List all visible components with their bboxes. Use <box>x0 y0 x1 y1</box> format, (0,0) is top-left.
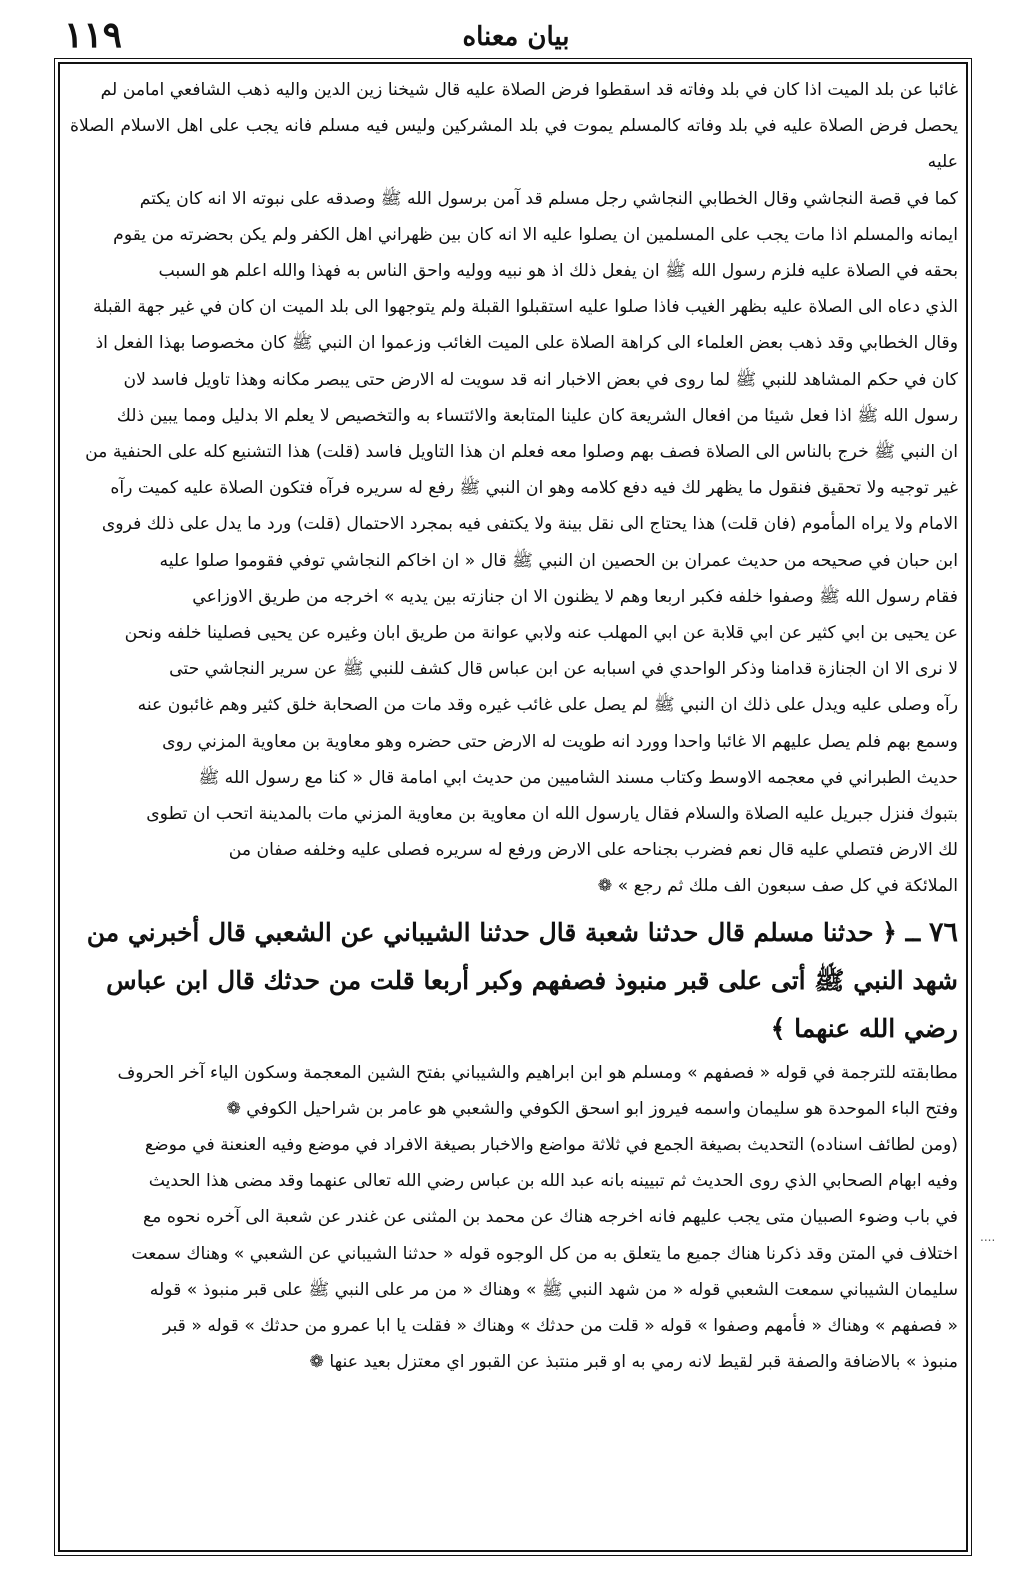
text-line: غائبا عن بلد الميت اذا كان في بلد وفاته قد اسقطوا فرض الصلاة عليه قال شيخنا زين الدين واليه ذهب الشافعي امامن لم <box>100 80 958 100</box>
text-line: الامام ولا يراه المأموم (فان قلت) هذا يحتاج الى نقل بينة ولا يكتفى فيه بمجرد الاحتمال (قلت) ورد ما يدل على ذلك فروى <box>101 514 958 535</box>
running-head: بيان معناه <box>462 22 570 52</box>
text-line: بتبوك فنزل جبريل عليه الصلاة والسلام فقال يارسول الله ان معاوية بن معاوية المزني مات بالمدينة اتحب ان تطوى <box>146 804 958 825</box>
commentary-section-2 <box>70 1055 958 1381</box>
hadith-line: شهد النبي ﷺ أتى على قبر منبوذ فصفهم وكبر أربعا قلت من حدثك قال ابن عباس <box>106 965 958 995</box>
page-header <box>52 8 980 60</box>
hadith-line <box>70 909 958 957</box>
text-line: عن يحيى بن ابي كثير عن ابي قلابة عن ابي المهلب عنه ولابي عوانة من طريق ابان وغيره عن يحيى فصلينا خلفه ونحن <box>124 623 958 644</box>
text-line: سليمان الشيباني سمعت الشعبي قوله « من شهد النبي ﷺ » وهناك « من مر على النبي ﷺ على قبر منبوذ » قوله <box>149 1279 958 1300</box>
text-line: مطابقته للترجمة في قوله « فصفهم » ومسلم هو ابن ابراهيم والشيباني بفتح الشين المعجمة وسكون الياء آخر الحروف <box>117 1062 958 1083</box>
text-line: وفيه ابهام الصحابي الذي روى الحديث ثم تبيينه بانه عبد الله بن عباس رضي الله تعالى عنهما وقد مضى هذا الحديث <box>148 1171 958 1192</box>
text-line: ايمانه والمسلم اذا مات يجب على المسلمين ان يصلوا عليه الا انه كان بين ظهراني اهل الكفر ولم يكن بحضرته من يقوم <box>113 224 958 245</box>
text-line: وسمع بهم فلم يصل عليهم الا غائبا واحدا وورد انه طويت له الارض حتى حضره وهو معاوية بن معاوية المزني روى <box>162 731 958 752</box>
text-line: وقال الخطابي وقد ذهب بعض العلماء الى كراهة الصلاة على الميت الغائب وزعموا ان النبي ﷺ كان مخصوصا بهذا الفعل اذ <box>95 333 958 354</box>
text-line: الملائكة في كل صف سبعون الف ملك ثم رجع » ❁ <box>597 876 958 897</box>
text-line: منبوذ » بالاضافة والصفة قبر لقيط لانه رمي به او قبر منتبذ عن القبور اي معتزل بعيد عنها ❁ <box>309 1352 958 1373</box>
text-line: كان في حكم المشاهد للنبي ﷺ لما روى في بعض الاخبار انه قد سويت له الارض حتى يبصر مكانه وهذا تاويل فاسد لان <box>123 369 958 390</box>
hadith-number: ٧٦ <box>928 916 958 948</box>
text-line: الذي دعاه الى الصلاة عليه بظهر الغيب فاذا صلوا عليه استقبلوا القبلة ولم يتوجهوا الى بلد الميت ان كان في غير جهة القبلة <box>93 297 958 318</box>
main-text <box>70 72 958 1542</box>
text-line: ابن حبان في صحيحه من حديث عمران بن الحصين ان النبي ﷺ قال « ان اخاكم النجاشي توفي فقوموا صلوا عليه <box>159 550 958 571</box>
text-line: لا نرى الا ان الجنازة قدامنا وذكر الواحدي في اسبابه عن ابن عباس قال كشف للنبي ﷺ عن سرير النجاشي حتى <box>169 659 958 680</box>
page-number: ١١٩ <box>64 14 123 56</box>
text-line: وفتح الباء الموحدة هو سليمان واسمه فيروز ابو اسحق الكوفي والشعبي هو عامر بن شراحيل الكوفي ❁ <box>226 1098 958 1119</box>
text-line: بحقه في الصلاة عليه فلزم رسول الله ﷺ ان يفعل ذلك اذ هو نبيه ووليه واحق الناس به فهذا والله اعلم هو السبب <box>158 261 958 282</box>
text-line: فقام رسول الله ﷺ وصفوا خلفه فكبر اربعا وهم لا يظنون الا ان جنازته بين يديه » اخرجه من طريق الاوزاعي <box>192 586 958 607</box>
text-line: (ومن لطائف اسناده) التحديث بصيغة الجمع في ثلاثة مواضع والاخبار بصيغة الافراد في موضع وفيه العنعنة في موضع <box>144 1135 958 1156</box>
text-line: في باب وضوء الصبيان متى يجب عليهم فانه اخرجه هناك عن محمد بن المثنى عن غندر عن شعبة الى آخره نحوه مع <box>143 1207 958 1228</box>
text-line: يحصل فرض الصلاة عليه في بلد وفاته كالمسلم يموت في بلد المشركين وليس فيه مسلم فانه يجب على اهل الاسلام الصلاة عليه <box>70 116 958 173</box>
text-line: لك الارض فتصلي عليه قال نعم فضرب بجناحه على الارض ورفع له سريره فصلى عليه وخلفه صفان من <box>228 840 958 861</box>
margin-note: .... <box>980 1230 996 1244</box>
text-line: اختلاف في المتن وقد ذكرنا هناك جميع ما يتعلق به من كل الوجوه قوله « حدثنا الشيباني عن الشعبي » وهناك سمعت <box>131 1243 958 1264</box>
text-line: كما في قصة النجاشي وقال الخطابي النجاشي رجل مسلم قد آمن برسول الله ﷺ وصدقه على نبوته الا انه كان يكتم <box>139 188 958 209</box>
commentary-section <box>70 72 958 905</box>
hadith-line-text: ــ ﴿ حدثنا مسلم قال حدثنا شعبة قال حدثنا الشيباني عن الشعبي قال أخبرني من <box>86 917 921 947</box>
text-line: رسول الله ﷺ اذا فعل شيئا من افعال الشريعة كان علينا المتابعة والائتساء به والتخصيص لا يعلم الا بدليل ومما يبين ذلك <box>116 405 958 426</box>
text-line: حديث الطبراني في معجمه الاوسط وكتاب مسند الشاميين من حديث ابي امامة قال « كنا مع رسول الله ﷺ <box>198 767 958 788</box>
text-line: غير توجيه ولا تحقيق فنقول ما يظهر لك فيه دفع كلامه وهو ان النبي ﷺ رفع له سريره فرآه فتكون الصلاة عليه كميت رآه <box>110 478 958 499</box>
hadith-line: رضي الله عنهما ﴾ <box>770 1013 958 1043</box>
hadith-text <box>70 909 958 1053</box>
text-line: رآه وصلى عليه ويدل على ذلك ان النبي ﷺ لم يصل على غائب غيره وقد مات من الصحابة خلق كثير وهم غائبون عنه <box>137 695 958 716</box>
text-line: « فصفهم » وهناك « فأمهم وصفوا » قوله « قلت من حدثك » وهناك « فقلت يا ابا عمرو من حدثك » قوله « قبر <box>162 1316 958 1337</box>
text-line: ان النبي ﷺ خرج بالناس الى الصلاة فصف بهم وصلوا معه فعلم ان هذا التاويل فاسد (قلت) هذا التشنيع كله على الحنفية من <box>85 442 958 463</box>
